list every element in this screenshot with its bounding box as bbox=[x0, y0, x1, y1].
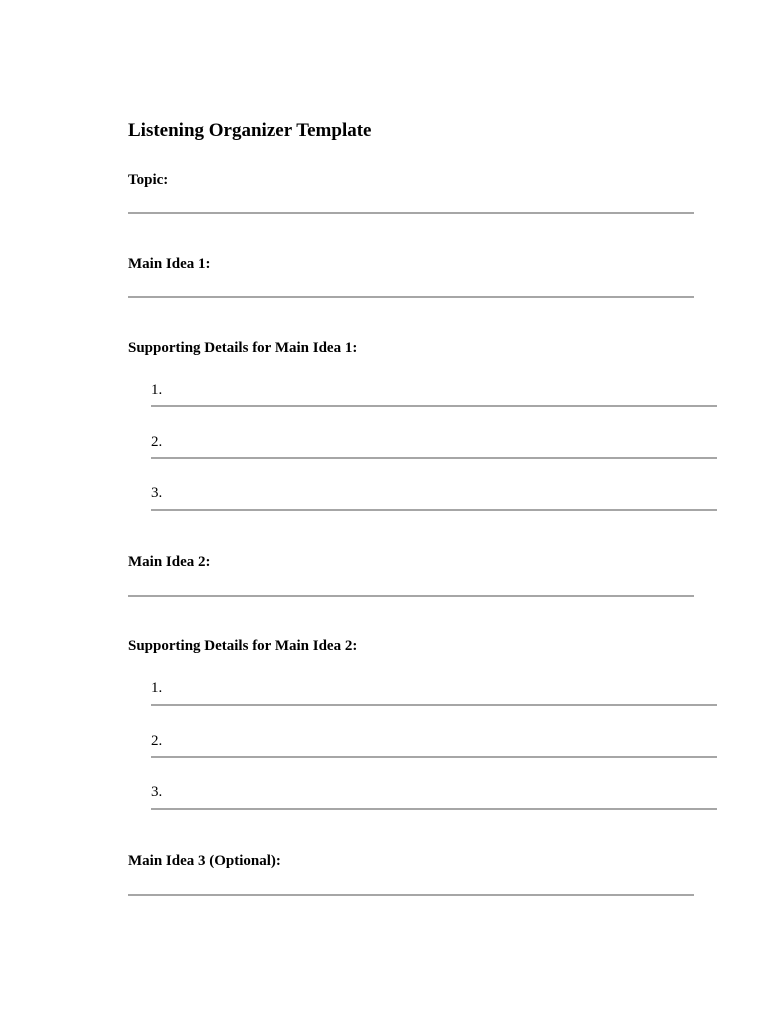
details-1-item-3-answer-line[interactable] bbox=[151, 509, 717, 511]
details-1-item-2-number: 2. bbox=[151, 434, 163, 450]
document-title: Listening Organizer Template bbox=[128, 120, 372, 141]
details-2-item-2-number: 2. bbox=[151, 733, 163, 749]
details-2-item-2-answer-line[interactable] bbox=[151, 756, 717, 758]
main-idea-1-answer-line[interactable] bbox=[128, 296, 694, 298]
details-2-item-3-number: 3. bbox=[151, 784, 163, 800]
main-idea-3-label: Main Idea 3 (Optional): bbox=[128, 853, 281, 869]
main-idea-3-answer-line[interactable] bbox=[128, 894, 694, 896]
details-2-item-3-answer-line[interactable] bbox=[151, 808, 717, 810]
topic-answer-line[interactable] bbox=[128, 212, 694, 214]
details-2-item-1-number: 1. bbox=[151, 680, 163, 696]
main-idea-1-label: Main Idea 1: bbox=[128, 256, 211, 272]
main-idea-2-answer-line[interactable] bbox=[128, 595, 694, 597]
details-1-label: Supporting Details for Main Idea 1: bbox=[128, 340, 358, 356]
main-idea-2-label: Main Idea 2: bbox=[128, 554, 211, 570]
details-2-item-1-answer-line[interactable] bbox=[151, 704, 717, 706]
details-1-item-1-answer-line[interactable] bbox=[151, 405, 717, 407]
topic-label: Topic: bbox=[128, 172, 169, 188]
details-1-item-1-number: 1. bbox=[151, 382, 163, 398]
details-1-item-3-number: 3. bbox=[151, 485, 163, 501]
details-2-label: Supporting Details for Main Idea 2: bbox=[128, 638, 358, 654]
details-1-item-2-answer-line[interactable] bbox=[151, 457, 717, 459]
